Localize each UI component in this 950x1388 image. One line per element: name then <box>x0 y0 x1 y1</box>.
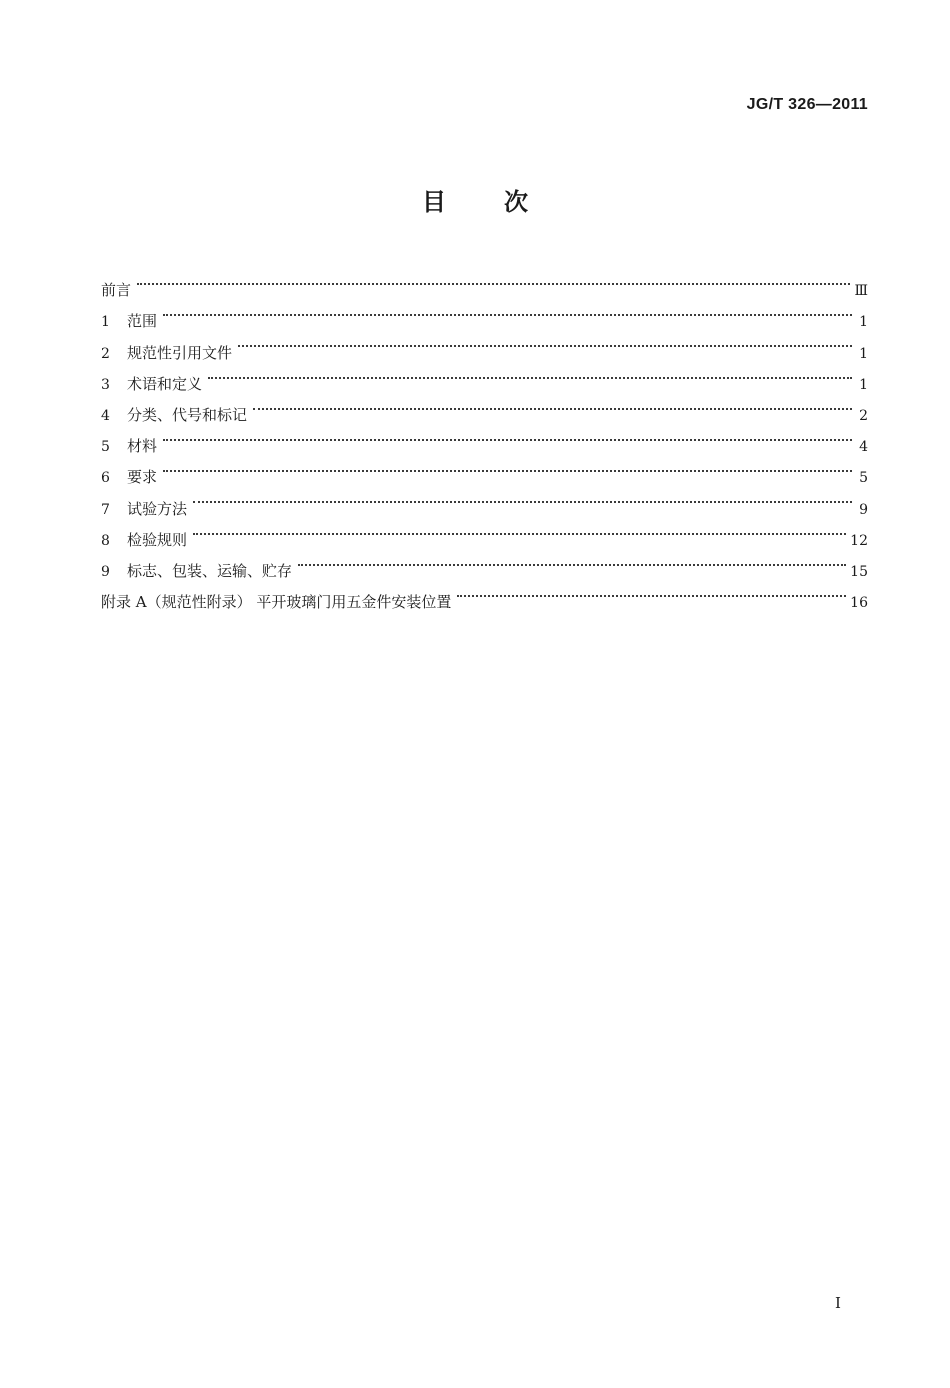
title-char-1: 目 <box>422 188 446 216</box>
toc-leader-dots <box>163 451 852 482</box>
toc-leader-dots <box>208 358 852 389</box>
toc-entry-page: 1 <box>859 345 868 362</box>
page-number: I <box>835 1294 841 1312</box>
toc-leader-dots <box>298 545 846 576</box>
toc-entry-number: 2 <box>101 345 110 362</box>
toc-entry-2[interactable] <box>101 326 868 362</box>
toc-entry-number: 9 <box>101 563 110 580</box>
toc-entry-label: 分类、代号和标记 <box>127 405 248 424</box>
toc-entry-page: 2 <box>859 407 868 424</box>
toc-entry-label: 规范性引用文件 <box>127 343 233 362</box>
toc-entry-page: 16 <box>850 595 868 612</box>
toc-entry-page: 4 <box>859 439 868 456</box>
toc-entry-label: 材料 <box>127 437 158 456</box>
toc-leader-dots <box>238 326 852 357</box>
toc-entry-page: 9 <box>859 501 868 518</box>
toc-leader-dots <box>457 576 846 607</box>
toc-entry-5[interactable] <box>101 420 868 456</box>
toc-entry-1[interactable] <box>101 295 868 331</box>
toc-entry-number: 5 <box>101 439 110 456</box>
toc-entry-7[interactable] <box>101 482 868 518</box>
toc-entry-6[interactable] <box>101 451 868 487</box>
toc-entry-number: 8 <box>101 532 110 549</box>
toc-leader-dots <box>137 264 850 295</box>
toc-entry-9[interactable] <box>101 545 868 580</box>
toc-entry-label: 范围 <box>127 312 158 331</box>
table-of-contents <box>101 264 868 612</box>
toc-entry-page: 12 <box>850 532 868 549</box>
toc-entry-label: 附录 A（规范性附录） 平开玻璃门用五金件安装位置 <box>101 593 452 612</box>
toc-leader-dots <box>193 514 846 545</box>
toc-entry-number: 6 <box>101 470 110 487</box>
toc-entry-8[interactable] <box>101 514 868 549</box>
toc-leader-dots <box>193 482 852 513</box>
toc-leader-dots <box>163 295 852 326</box>
toc-entry-label: 前言 <box>101 281 132 300</box>
toc-entry-number: 1 <box>101 314 110 331</box>
toc-entry-label: 检验规则 <box>127 530 188 549</box>
toc-entry-foreword[interactable] <box>101 264 868 300</box>
toc-entry-label: 要求 <box>127 468 158 487</box>
toc-entry-3[interactable] <box>101 358 868 393</box>
toc-leader-dots <box>163 420 852 451</box>
toc-entry-label: 标志、包装、运输、贮存 <box>127 561 293 580</box>
toc-entry-page: 1 <box>859 376 868 393</box>
page-title <box>0 182 950 217</box>
toc-entry-page: 1 <box>859 314 868 331</box>
toc-entry-number: 7 <box>101 501 110 518</box>
toc-entry-number: 3 <box>101 376 110 393</box>
toc-entry-label: 术语和定义 <box>127 374 203 393</box>
toc-entry-label: 试验方法 <box>127 499 188 518</box>
standard-code: JG/T 326—2011 <box>746 96 868 113</box>
toc-entry-4[interactable] <box>101 389 868 424</box>
title-char-2: 次 <box>504 188 528 216</box>
toc-entry-page: 15 <box>850 563 868 580</box>
toc-entry-number: 4 <box>101 407 110 424</box>
toc-entry-page: Ⅲ <box>854 283 868 300</box>
toc-leader-dots <box>253 389 852 420</box>
toc-entry-page: 5 <box>859 470 868 487</box>
